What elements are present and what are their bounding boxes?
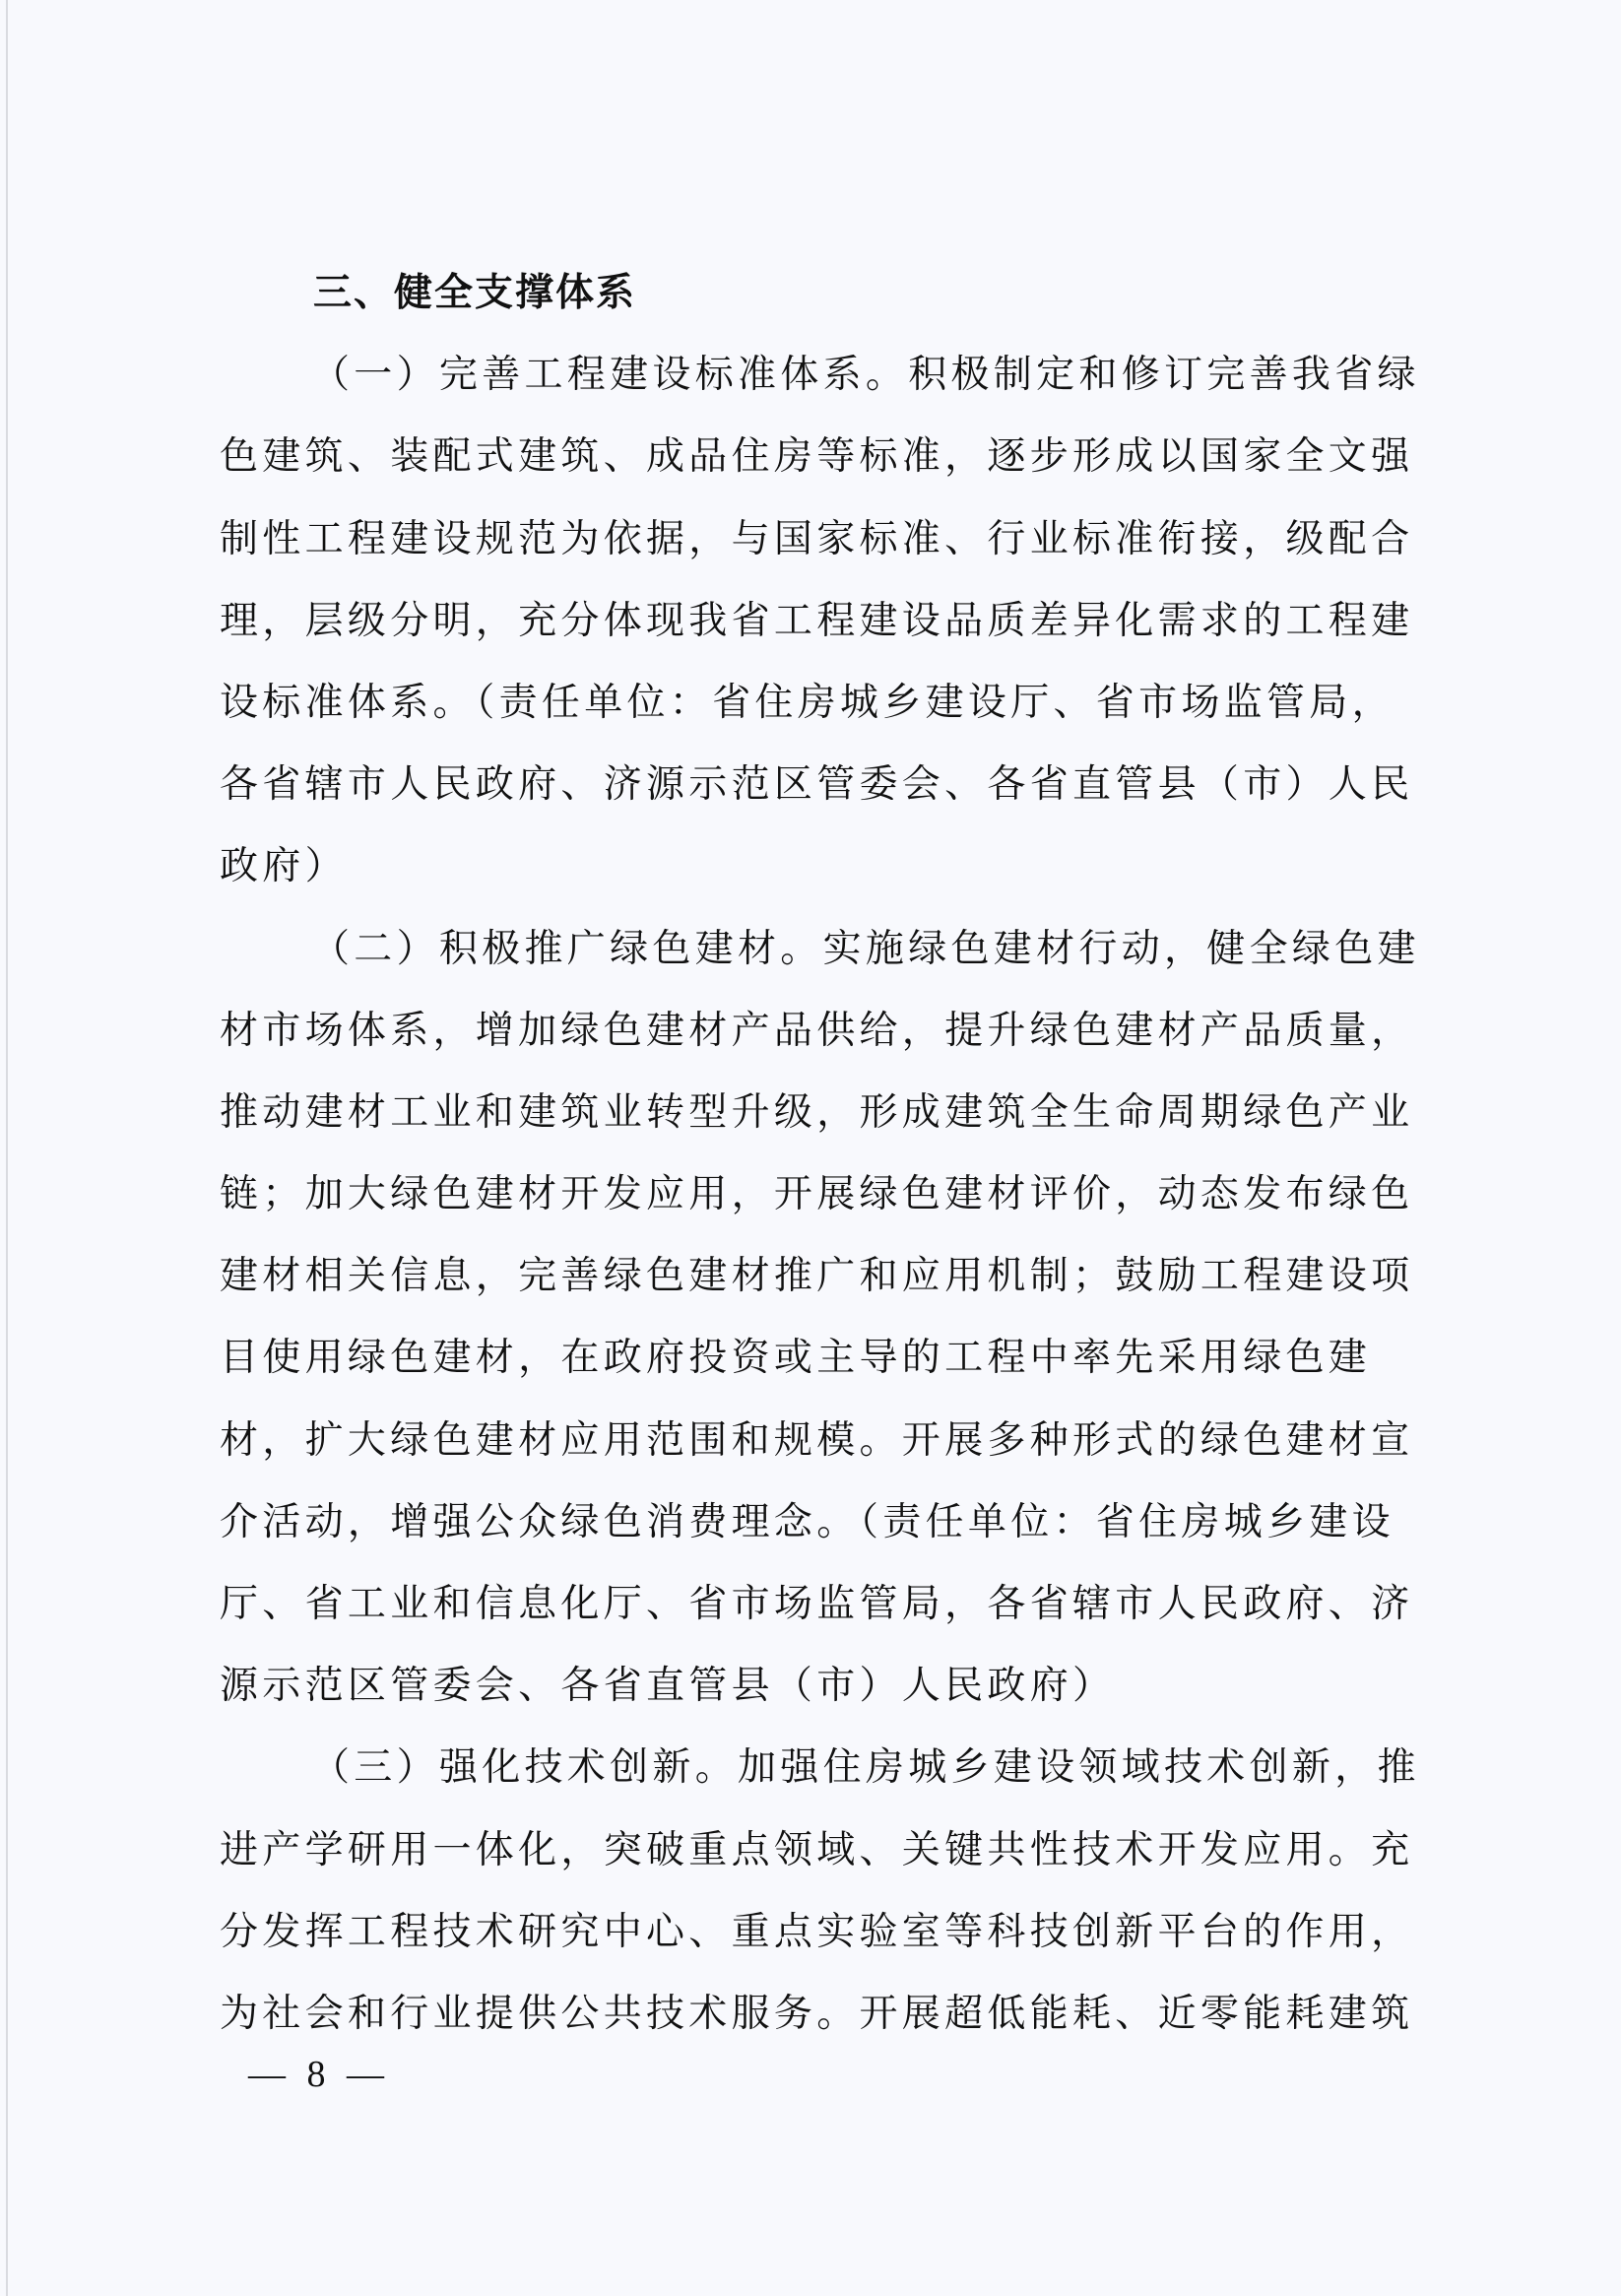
paragraph-line: 链；加大绿色建材开发应用，开展绿色建材评价，动态发布绿色 — [220, 1172, 1414, 1217]
paragraph-line: 为社会和行业提供公共技术服务。开展超低能耗、近零能耗建筑 — [220, 1991, 1414, 2036]
paragraph-standards-system — [220, 334, 1420, 907]
paragraph-line: 各省辖市人民政府、济源示范区管委会、各省直管县（市）人民 — [220, 762, 1414, 808]
paragraph-line: 厅、省工业和信息化厅、省市场监管局，各省辖市人民政府、济 — [220, 1582, 1414, 1626]
paragraph-line: 设标准体系。（责任单位：省住房城乡建设厅、省市场监管局， — [220, 680, 1394, 725]
paragraph-line: 分发挥工程技术研究中心、重点实验室等科技创新平台的作用， — [220, 1909, 1414, 1954]
document-body — [220, 252, 1420, 2055]
paragraph-line: 进产学研用一体化，突破重点领域、关键共性技术开发应用。充 — [220, 1827, 1414, 1872]
paragraph-line: （一）完善工程建设标准体系。积极制定和修订完善我省绿 — [311, 353, 1420, 398]
paragraph-line: （三）强化技术创新。加强住房城乡建设领域技术创新，推 — [311, 1745, 1420, 1791]
paragraph-line: 制性工程建设规范为依据，与国家标准、行业标准衔接，级配合 — [220, 516, 1414, 561]
paragraph-green-building-materials — [220, 908, 1420, 1728]
scan-page-edge — [6, 0, 8, 2296]
paragraph-line: 介活动，增强公众绿色消费理念。（责任单位：省住房城乡建设 — [220, 1499, 1394, 1544]
paragraph-line: 源示范区管委会、各省直管县（市）人民政府） — [220, 1664, 1116, 1709]
paragraph-line: 理，层级分明，充分体现我省工程建设品质差异化需求的工程建 — [220, 598, 1414, 643]
section-heading: 三、健全支撑体系 — [313, 271, 637, 315]
paragraph-line: 建材相关信息，完善绿色建材推广和应用机制；鼓励工程建设项 — [220, 1254, 1414, 1299]
paragraph-line: 色建筑、装配式建筑、成品住房等标准，逐步形成以国家全文强 — [220, 434, 1414, 480]
page-number: — 8 — — [248, 2054, 390, 2095]
paragraph-line: （二）积极推广绿色建材。实施绿色建材行动，健全绿色建 — [311, 926, 1420, 971]
paragraph-line: 推动建材工业和建筑业转型升级，形成建筑全生命周期绿色产业 — [220, 1089, 1414, 1135]
paragraph-line: 材，扩大绿色建材应用范围和规模。开展多种形式的绿色建材宣 — [220, 1417, 1414, 1463]
paragraph-line: 政府） — [220, 844, 348, 889]
paragraph-technical-innovation — [220, 1727, 1420, 2055]
paragraph-line: 目使用绿色建材，在政府投资或主导的工程中率先采用绿色建 — [220, 1336, 1372, 1381]
paragraph-line: 材市场体系，增加绿色建材产品供给，提升绿色建材产品质量， — [220, 1008, 1414, 1053]
